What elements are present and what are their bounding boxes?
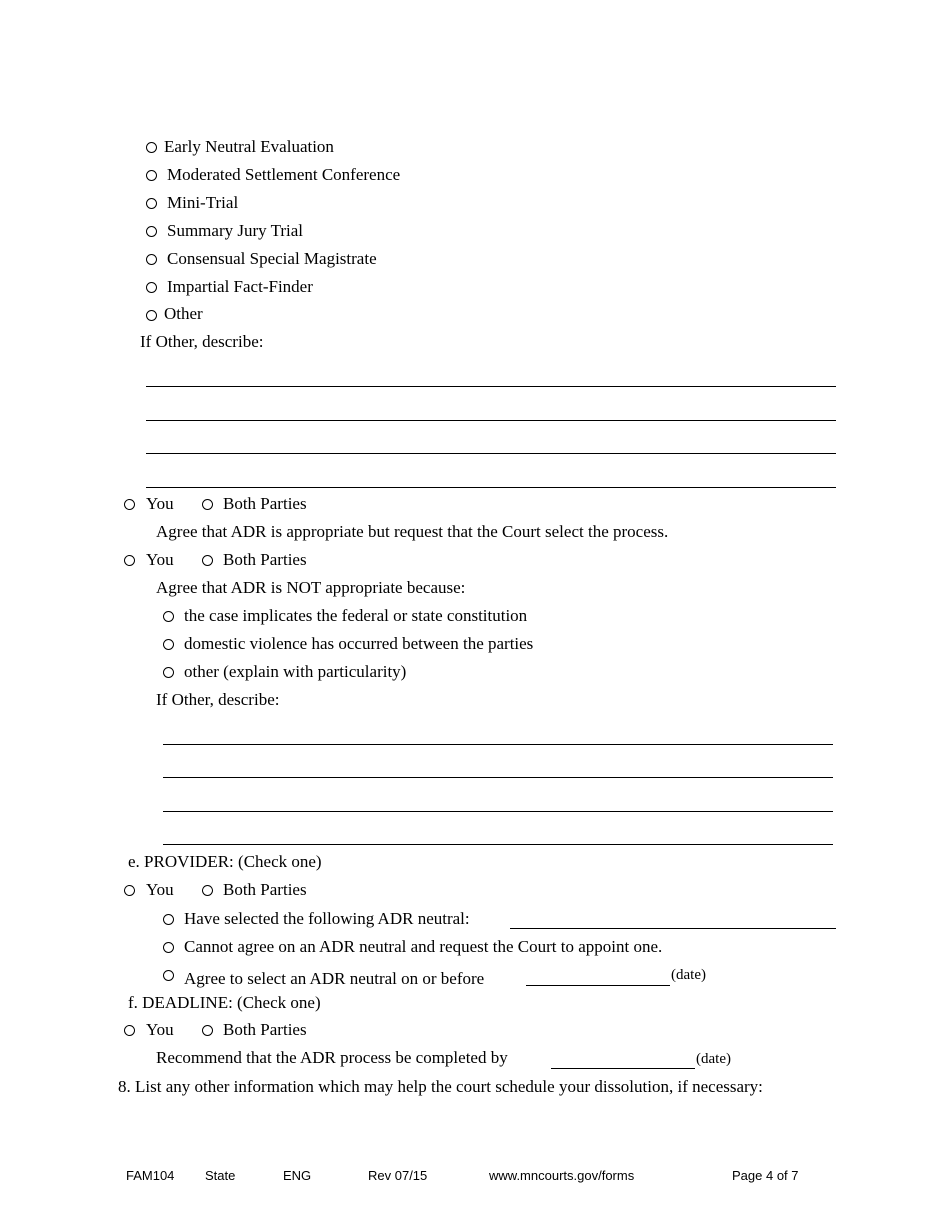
provider-selected-text: Have selected the following ADR neutral:: [184, 909, 470, 928]
option-impartial-fact-finder: Impartial Fact-Finder: [167, 277, 313, 296]
label-both-parties: Both Parties: [223, 1020, 307, 1039]
footer-form-number: FAM104: [126, 1168, 175, 1183]
reason-constitution: the case implicates the federal or state constitution: [184, 606, 528, 625]
deadline-date-label: (date): [696, 1051, 731, 1067]
deadline-heading: f. DEADLINE: (Check one): [128, 993, 321, 1012]
item-8-text: 8. List any other information which may help the court schedule your dissolution, if necessary:: [118, 1077, 763, 1096]
radio-you-court-select[interactable]: [124, 499, 135, 510]
provider-heading: e. PROVIDER: (Check one): [128, 852, 322, 871]
radio-reason-domestic-violence[interactable]: [163, 639, 174, 650]
label-you: You: [146, 880, 174, 899]
other-describe-label-1: If Other, describe:: [140, 332, 264, 351]
not-appropriate-text: Agree that ADR is NOT appropriate because:: [156, 578, 466, 597]
provider-date-label: (date): [671, 967, 706, 983]
other-describe-line-3[interactable]: [146, 453, 836, 454]
radio-both-deadline[interactable]: [202, 1025, 213, 1036]
label-you: You: [146, 494, 174, 513]
provider-date-field[interactable]: [526, 985, 670, 986]
radio-reason-constitution[interactable]: [163, 611, 174, 622]
deadline-date-field[interactable]: [551, 1068, 695, 1069]
footer-url: www.mncourts.gov/forms: [489, 1168, 635, 1183]
label-both-parties: Both Parties: [223, 880, 307, 899]
deadline-text: Recommend that the ADR process be completed by: [156, 1048, 508, 1067]
provider-select-by-text: Agree to select an ADR neutral on or before: [184, 969, 485, 988]
other-describe-label-2: If Other, describe:: [156, 690, 280, 709]
reason-describe-line-2[interactable]: [163, 777, 833, 778]
court-select-text: Agree that ADR is appropriate but request that the Court select the process.: [156, 522, 669, 541]
radio-impartial-fact-finder[interactable]: [146, 282, 157, 293]
radio-other-process[interactable]: [146, 310, 157, 321]
radio-you-not-appropriate[interactable]: [124, 555, 135, 566]
option-early-neutral-evaluation: Early Neutral Evaluation: [164, 137, 334, 156]
radio-both-not-appropriate[interactable]: [202, 555, 213, 566]
label-both-parties: Both Parties: [223, 494, 307, 513]
footer-page-number: Page 4 of 7: [732, 1168, 799, 1183]
other-describe-line-2[interactable]: [146, 420, 836, 421]
radio-provider-court-appoint[interactable]: [163, 942, 174, 953]
option-summary-jury-trial: Summary Jury Trial: [167, 221, 304, 240]
label-both-parties: Both Parties: [223, 550, 307, 569]
label-you: You: [146, 1020, 174, 1039]
option-other-process: Other: [164, 304, 203, 323]
provider-court-appoint-text: Cannot agree on an ADR neutral and request the Court to appoint one.: [184, 937, 663, 956]
radio-consensual-special-magistrate[interactable]: [146, 254, 157, 265]
reason-describe-line-3[interactable]: [163, 811, 833, 812]
radio-provider-select-by[interactable]: [163, 970, 174, 981]
option-consensual-special-magistrate: Consensual Special Magistrate: [167, 249, 377, 268]
reason-domestic-violence: domestic violence has occurred between the parties: [184, 634, 534, 653]
radio-both-provider[interactable]: [202, 885, 213, 896]
radio-early-neutral-evaluation[interactable]: [146, 142, 157, 153]
radio-summary-jury-trial[interactable]: [146, 226, 157, 237]
option-mini-trial: Mini-Trial: [167, 193, 239, 212]
footer-language: ENG: [283, 1168, 312, 1183]
footer-revision: Rev 07/15: [368, 1168, 428, 1183]
radio-you-deadline[interactable]: [124, 1025, 135, 1036]
radio-provider-selected[interactable]: [163, 914, 174, 925]
adr-neutral-field[interactable]: [510, 928, 836, 929]
other-describe-line-1[interactable]: [146, 386, 836, 387]
reason-describe-line-4[interactable]: [163, 844, 833, 845]
radio-mini-trial[interactable]: [146, 198, 157, 209]
option-moderated-settlement-conference: Moderated Settlement Conference: [167, 165, 401, 184]
footer-scope: State: [205, 1168, 236, 1183]
reason-other: other (explain with particularity): [184, 662, 407, 681]
radio-moderated-settlement-conference[interactable]: [146, 170, 157, 181]
radio-both-court-select[interactable]: [202, 499, 213, 510]
label-you: You: [146, 550, 174, 569]
radio-reason-other[interactable]: [163, 667, 174, 678]
radio-you-provider[interactable]: [124, 885, 135, 896]
reason-describe-line-1[interactable]: [163, 744, 833, 745]
other-describe-line-4[interactable]: [146, 487, 836, 488]
